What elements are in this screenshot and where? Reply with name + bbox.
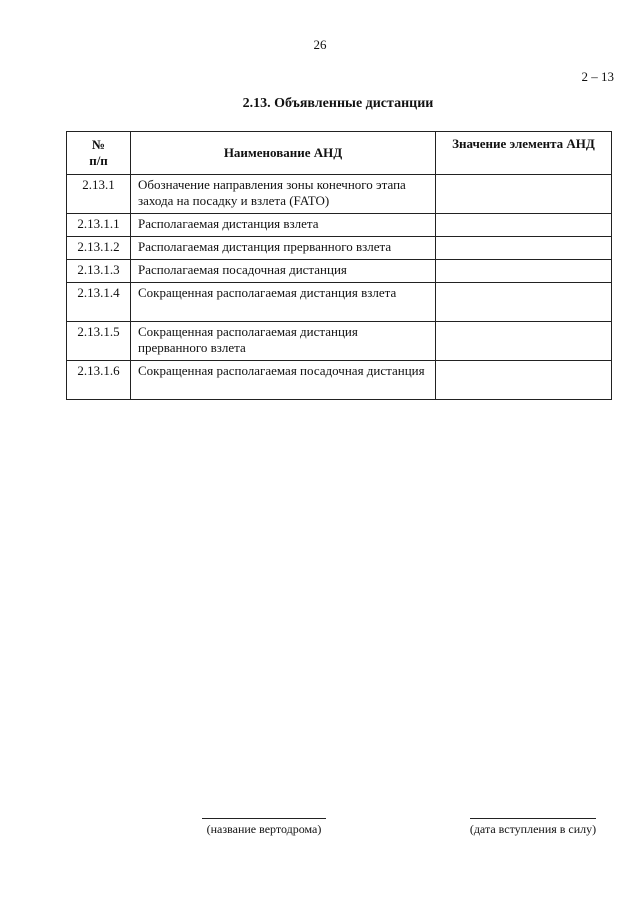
row-value	[436, 361, 612, 400]
row-number: 2.13.1.3	[67, 260, 131, 283]
column-header-number-symbol: №	[91, 137, 106, 152]
row-number: 2.13.1.2	[67, 237, 131, 260]
column-header-number	[67, 132, 131, 175]
column-header-name: Наименование АНД	[131, 132, 436, 175]
table-row	[67, 260, 612, 283]
table-row	[67, 175, 612, 214]
row-name: Располагаемая дистанция взлета	[131, 214, 436, 237]
effective-date-line	[470, 818, 596, 819]
column-header-number-abbr: п/п	[89, 153, 108, 168]
declared-distances-table	[66, 131, 612, 400]
row-name: Обозначение направления зоны конечного этапа захода на посадку и взлета (FATO)	[131, 175, 436, 214]
row-name: Располагаемая дистанция прерванного взлета	[131, 237, 436, 260]
row-number: 2.13.1.1	[67, 214, 131, 237]
effective-date-signature	[460, 818, 606, 837]
row-number: 2.13.1.6	[67, 361, 131, 400]
column-header-value: Значение элемента АНД	[436, 132, 612, 175]
row-value	[436, 283, 612, 322]
table-row	[67, 361, 612, 400]
table-row	[67, 283, 612, 322]
row-name: Сокращенная располагаемая посадочная дистанция	[131, 361, 436, 400]
section-title: 2.13. Объявленные дистанции	[242, 96, 434, 111]
row-value	[436, 237, 612, 260]
row-number: 2.13.1.4	[67, 283, 131, 322]
row-name: Сокращенная располагаемая дистанция прерванного взлета	[131, 322, 436, 361]
table-header-row	[67, 132, 612, 175]
page-number: 26	[313, 37, 327, 52]
row-value	[436, 260, 612, 283]
row-name: Сокращенная располагаемая дистанция взлета	[131, 283, 436, 322]
table-row	[67, 322, 612, 361]
section-reference: 2 – 13	[581, 69, 614, 84]
row-value	[436, 214, 612, 237]
row-number: 2.13.1	[67, 175, 131, 214]
row-name: Располагаемая посадочная дистанция	[131, 260, 436, 283]
effective-date-caption: (дата вступления в силу)	[469, 822, 597, 836]
heliport-name-caption: (название вертодрома)	[206, 822, 322, 836]
row-value	[436, 175, 612, 214]
table-row	[67, 214, 612, 237]
heliport-name-signature	[198, 818, 330, 837]
table-row	[67, 237, 612, 260]
row-number: 2.13.1.5	[67, 322, 131, 361]
row-value	[436, 322, 612, 361]
heliport-name-line	[202, 818, 326, 819]
